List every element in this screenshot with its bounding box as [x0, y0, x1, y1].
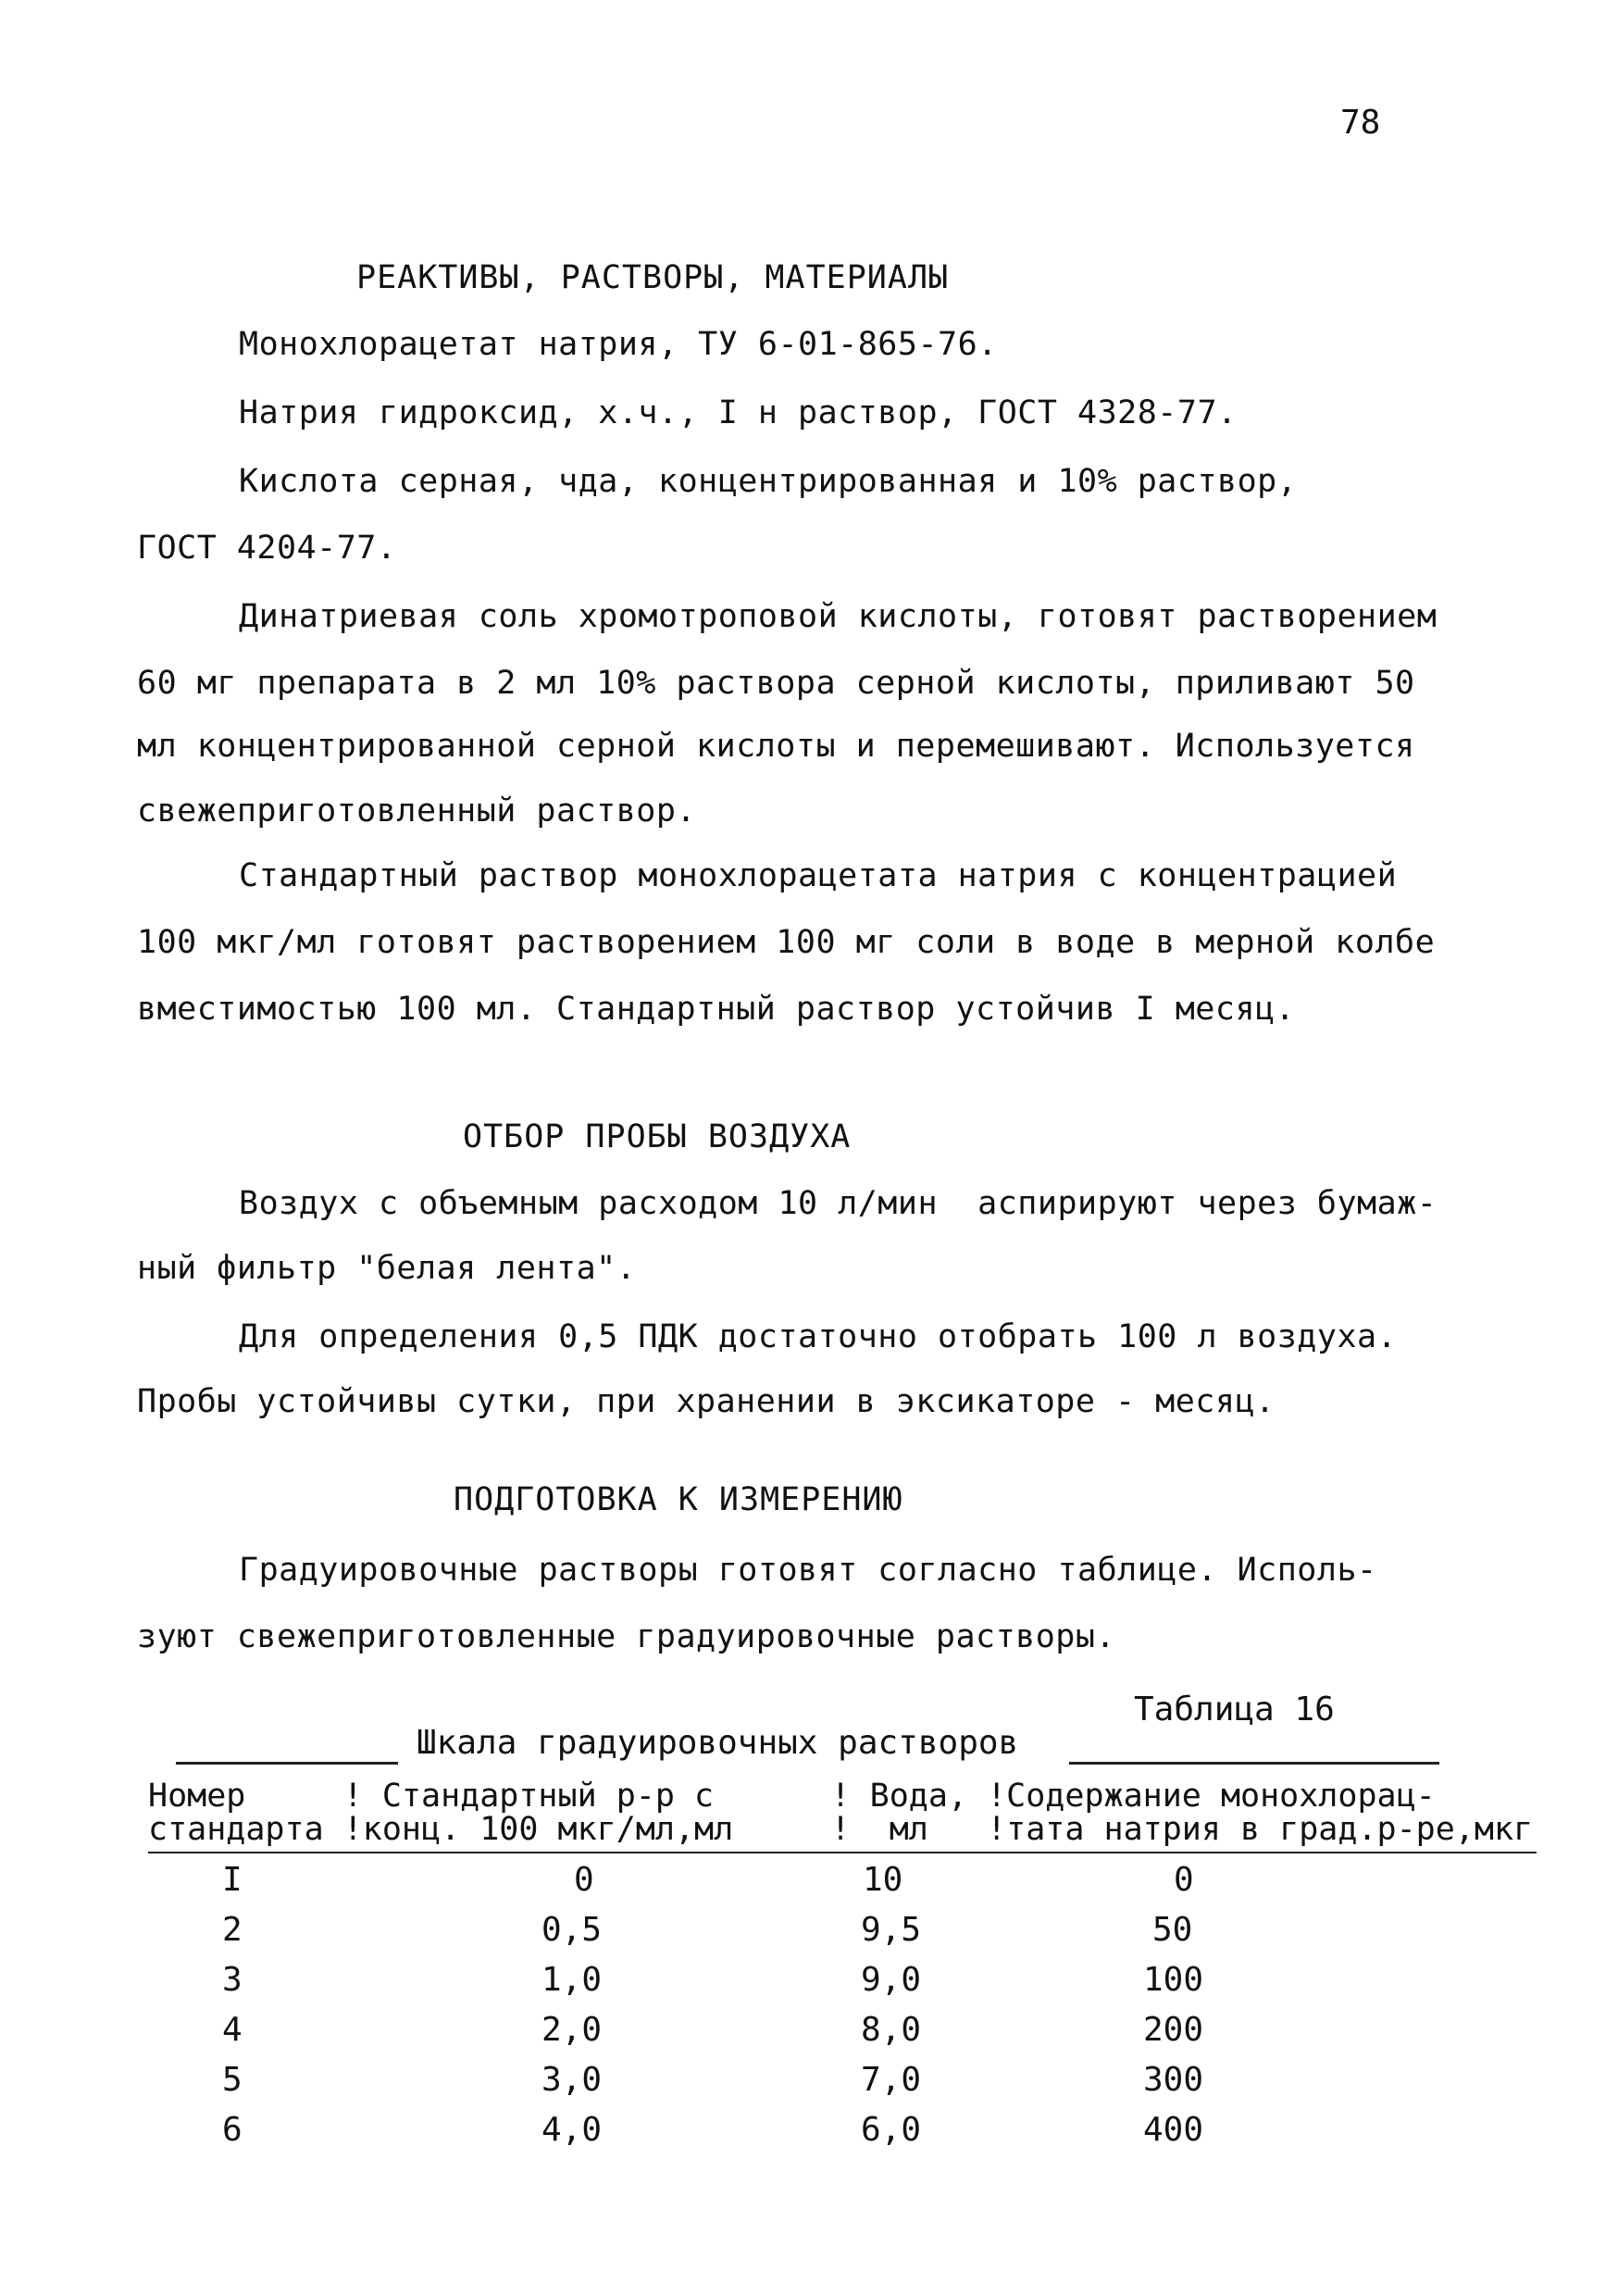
table-rule-right [1069, 1762, 1439, 1765]
table-cell-water: 10 [863, 1861, 903, 1899]
table-cell-standard: 0,5 [541, 1911, 603, 1949]
preparation-line-2: зуют свежеприготовленные градуировочные растворы. [137, 1618, 1116, 1655]
table-cell-content: 200 [1143, 2011, 1204, 2049]
sampling-line-1: Воздух с объемным расходом 10 л/мин аспирируют через бумаж- [239, 1185, 1438, 1222]
reagents-line-10: 100 мкг/мл готовят растворением 100 мг соли в воде в мерной колбе [137, 924, 1436, 961]
table-title: Шкала градуировочных растворов [417, 1724, 1019, 1762]
sampling-line-4: Пробы устойчивы сутки, при хранении в эксикаторе - месяц. [137, 1383, 1276, 1420]
preparation-line-1: Градуировочные растворы готовят согласно таблице. Исполь- [239, 1552, 1377, 1589]
reagents-line-9: Стандартный раствор монохлорацетата натрия с концентрацией [239, 857, 1398, 894]
table-cell-standard: 1,0 [541, 1961, 603, 1999]
table-cell-water: 8,0 [861, 2011, 922, 2049]
reagents-line-2: Натрия гидроксид, х.ч., I н раствор, ГОСТ 4328-77. [239, 394, 1238, 431]
reagents-line-11: вместимостью 100 мл. Стандартный раствор устойчив I месяц. [137, 991, 1296, 1028]
reagents-line-6: 60 мг препарата в 2 мл 10% раствора серной кислоты, приливают 50 [137, 665, 1415, 702]
table-cell-standard: 4,0 [541, 2111, 603, 2149]
table-cell-content: 100 [1143, 1961, 1204, 1999]
table-cell-water: 9,5 [861, 1911, 922, 1949]
reagents-line-3: Кислота серная, чда, концентрированная и 10% раствор, [239, 463, 1298, 500]
table-header-row-2: стандарта !конц. 100 мкг/мл,мл ! мл !тата натрия в град.р-ре,мкг [148, 1811, 1534, 1848]
sampling-line-3: Для определения 0,5 ПДК достаточно отобрать 100 л воздуха. [239, 1318, 1398, 1355]
table-cell-water: 9,0 [861, 1961, 922, 1999]
table-cell-content: 400 [1143, 2111, 1204, 2149]
reagents-line-4: ГОСТ 4204-77. [137, 530, 397, 567]
table-cell-number: 5 [222, 2061, 243, 2099]
table-header-row-1: Номер ! Стандартный р-р с ! Вода, !Содержание монохлорац- [148, 1778, 1436, 1815]
table-cell-content: 0 [1174, 1861, 1194, 1899]
table-cell-content: 300 [1143, 2061, 1204, 2099]
table-cell-number: 2 [222, 1911, 243, 1949]
section-title-sampling: ОТБОР ПРОБЫ ВОЗДУХА [463, 1118, 852, 1155]
table-label: Таблица 16 [1134, 1691, 1335, 1728]
reagents-line-8: свежеприготовленный раствор. [137, 792, 697, 830]
section-title-preparation: ПОДГОТОВКА К ИЗМЕРЕНИЮ [454, 1481, 903, 1518]
page-number: 78 [1340, 104, 1381, 142]
reagents-line-7: мл концентрированной серной кислоты и перемешивают. Используется [137, 728, 1415, 765]
table-header-underline [148, 1852, 1537, 1853]
table-cell-standard: 3,0 [541, 2061, 603, 2099]
table-cell-number: 4 [222, 2011, 243, 2049]
table-cell-number: 6 [222, 2111, 243, 2149]
table-cell-standard: 0 [574, 1861, 594, 1899]
table-cell-content: 50 [1152, 1911, 1193, 1949]
table-cell-number: 3 [222, 1961, 243, 1999]
table-cell-water: 6,0 [861, 2111, 922, 2149]
reagents-line-1: Монохлорацетат натрия, ТУ 6-01-865-76. [239, 326, 998, 363]
table-cell-water: 7,0 [861, 2061, 922, 2099]
section-title-reagents: РЕАКТИВЫ, РАСТВОРЫ, МАТЕРИАЛЫ [356, 259, 950, 296]
table-cell-number: I [222, 1861, 243, 1899]
table-cell-standard: 2,0 [541, 2011, 603, 2049]
table-rule-left [176, 1762, 398, 1765]
reagents-line-5: Динатриевая соль хромотроповой кислоты, готовят растворением [239, 598, 1438, 635]
sampling-line-2: ный фильтр "белая лента". [137, 1250, 637, 1287]
